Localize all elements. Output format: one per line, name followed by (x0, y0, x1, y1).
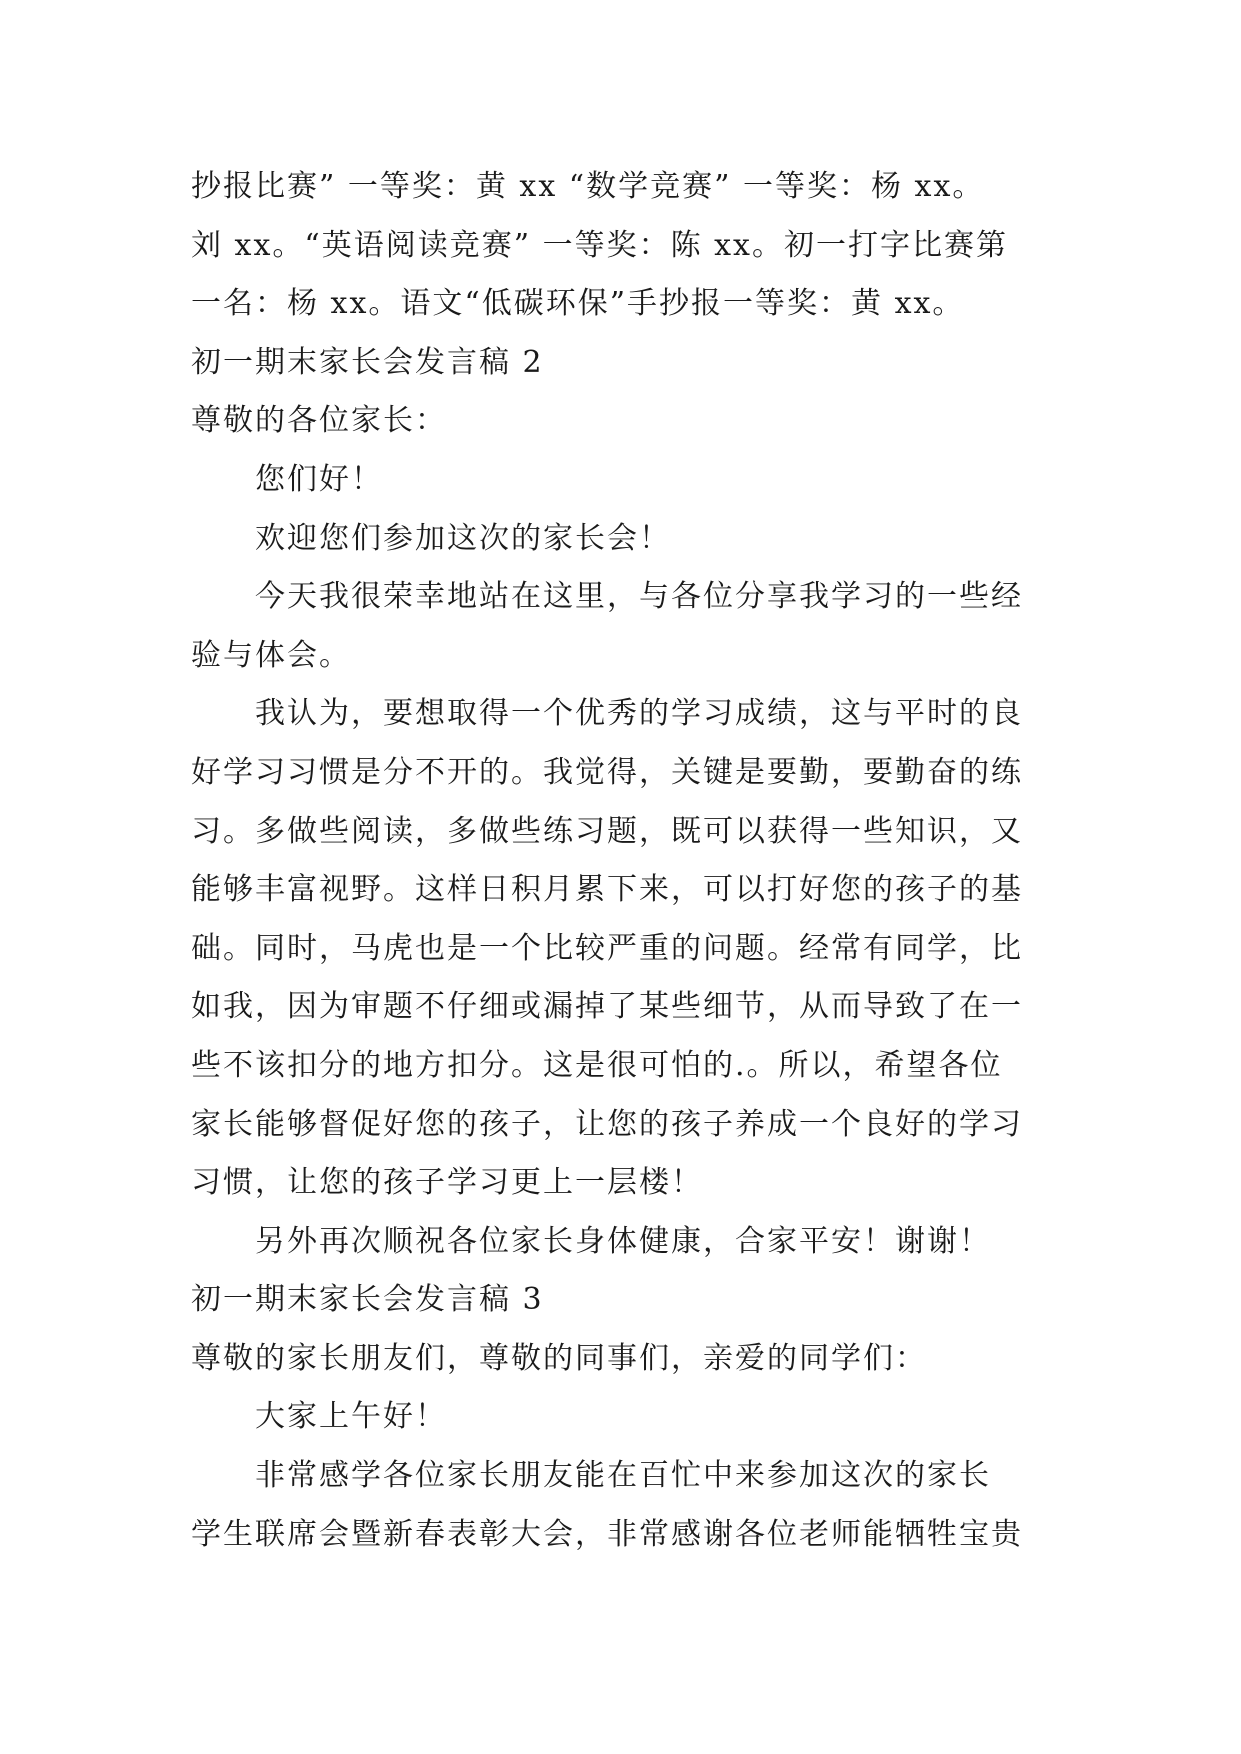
document-body (191, 158, 1061, 1564)
text-line: 学生联席会暨新春表彰大会，非常感谢各位老师能牺牲宝贵 (191, 1516, 1023, 1552)
text-line: 些不该扣分的地方扣分。这是很可怕的.。所以，希望各位 (191, 1047, 1003, 1083)
text-line: 非常感学各位家长朋友能在百忙中来参加这次的家长 (255, 1458, 991, 1494)
text-line: 验与体会。 (191, 637, 351, 673)
text-line: 我认为，要想取得一个优秀的学习成绩，这与平时的良 (255, 696, 1023, 732)
text-line: 好学习习惯是分不开的。我觉得，关键是要勤，要勤奋的练 (191, 754, 1023, 790)
text-line: 习惯，让您的孩子学习更上一层楼！ (191, 1165, 703, 1201)
salutation: 尊敬的家长朋友们，尊敬的同事们，亲爱的同学们： (191, 1340, 927, 1376)
section-heading: 初一期末家长会发言稿 2 (191, 344, 544, 380)
text-line: 能够丰富视野。这样日积月累下来，可以打好您的孩子的基 (191, 872, 1023, 908)
text-line: 另外再次顺祝各位家长身体健康，合家平安！谢谢！ (255, 1223, 991, 1259)
text-line: 欢迎您们参加这次的家长会！ (255, 520, 671, 556)
text-line: 刘 xx。“英语阅读竞赛” 一等奖：陈 xx。初一打字比赛第 (191, 227, 1008, 263)
text-line: 础。同时，马虎也是一个比较严重的问题。经常有同学，比 (191, 930, 1023, 966)
section-heading: 初一期末家长会发言稿 3 (191, 1282, 544, 1318)
text-line: 如我，因为审题不仔细或漏掉了某些细节，从而导致了在一 (191, 989, 1023, 1025)
text-line: 大家上午好！ (255, 1399, 447, 1435)
text-line: 您们好！ (255, 461, 383, 497)
text-line: 今天我很荣幸地站在这里，与各位分享我学习的一些经 (255, 579, 1023, 615)
text-line: 习。多做些阅读，多做些练习题，既可以获得一些知识，又 (191, 813, 1023, 849)
text-line: 抄报比赛” 一等奖：黄 xx “数学竞赛” 一等奖：杨 xx。 (191, 169, 985, 204)
salutation: 尊敬的各位家长： (191, 403, 447, 439)
text-line: 家长能够督促好您的孩子，让您的孩子养成一个良好的学习 (191, 1106, 1023, 1142)
text-line: 一名：杨 xx。语文“低碳环保”手抄报一等奖：黄 xx。 (191, 286, 965, 322)
